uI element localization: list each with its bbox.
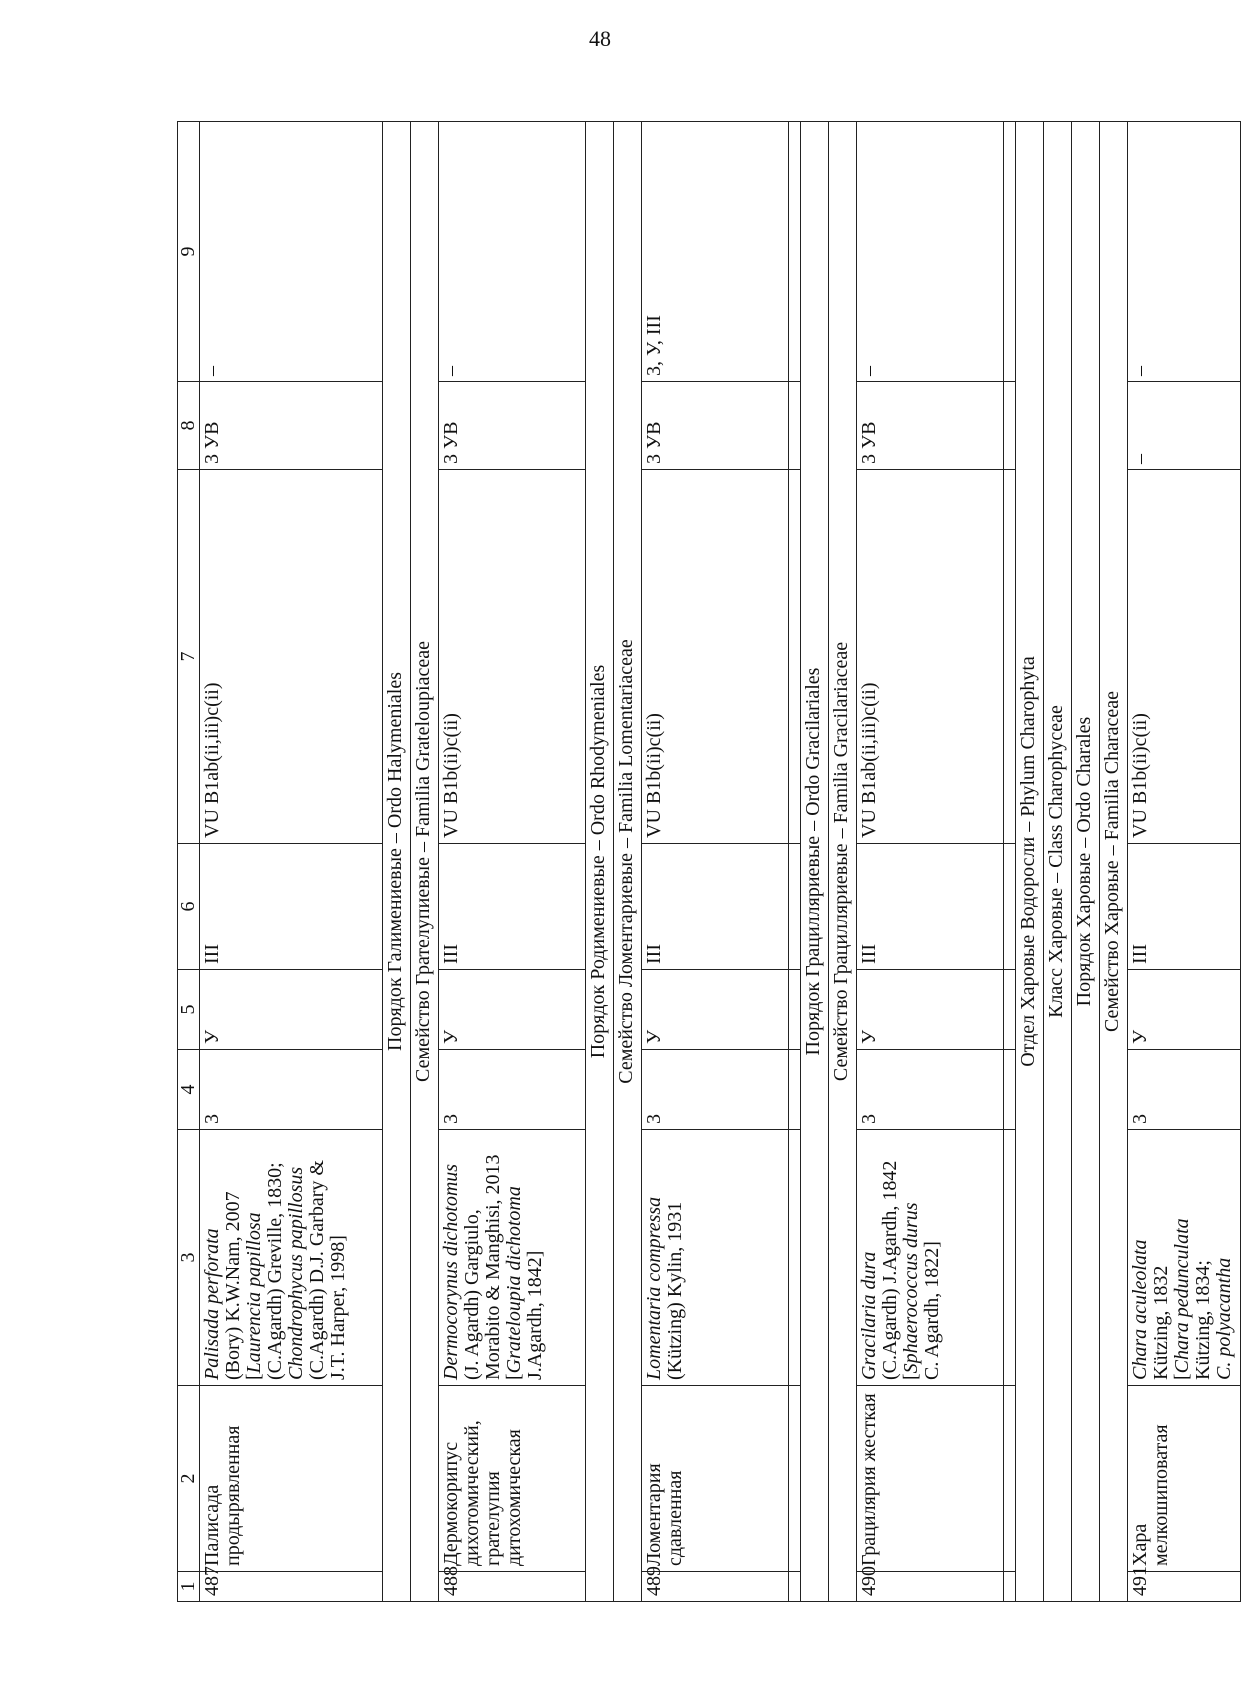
latin-binomial: Dermocorynus dichotomus bbox=[440, 1163, 462, 1380]
taxon-section-row bbox=[586, 122, 614, 1602]
column-number: 1 bbox=[178, 1572, 200, 1602]
section-title: Семейство Грацилляриевые – Familia Gracilariaceae bbox=[829, 122, 857, 1602]
status-cell: У bbox=[200, 970, 383, 1050]
latin-binomial: C. polyacantha bbox=[1213, 1257, 1235, 1380]
table-body bbox=[178, 122, 1241, 1602]
russian-name: Ломентария сдавленная bbox=[642, 1386, 789, 1572]
latin-binomial: Grateloupia dichotoma bbox=[503, 1186, 525, 1374]
species-row bbox=[642, 122, 789, 1602]
column-number: 2 bbox=[178, 1386, 200, 1572]
latin-name bbox=[200, 1130, 383, 1386]
previous-status-cell: – bbox=[439, 122, 586, 382]
spacer-cell bbox=[789, 1386, 801, 1572]
latin-binomial: Lomentaria compressa bbox=[643, 1196, 665, 1380]
row-number: 487 bbox=[200, 1572, 383, 1602]
priority-cell: III bbox=[642, 844, 789, 970]
priority-cell: III bbox=[439, 844, 586, 970]
priority-cell: III bbox=[857, 844, 1004, 970]
iucn-criteria-cell: VU B1ab(ii,iii)c(ii) bbox=[857, 470, 1004, 844]
iucn-criteria-cell: VU B1b(ii)c(ii) bbox=[439, 470, 586, 844]
spacer-cell bbox=[1004, 844, 1016, 970]
taxon-section-row bbox=[1016, 122, 1044, 1602]
taxon-section-row bbox=[411, 122, 439, 1602]
latin-binomial: Sphaerococcus durus bbox=[900, 1202, 922, 1374]
taxon-section-row bbox=[614, 122, 642, 1602]
authority-text: J.T. Harper, 1998] bbox=[327, 1235, 349, 1380]
latin-binomial: Gracilaria dura bbox=[858, 1251, 880, 1380]
latin-name bbox=[857, 1130, 1004, 1386]
regional-status-cell: 3 УВ bbox=[857, 382, 1004, 470]
spacer-cell bbox=[789, 844, 801, 970]
section-title: Порядок Харовые – Ordo Charales bbox=[1072, 122, 1100, 1602]
spacer-cell bbox=[789, 382, 801, 470]
iucn-criteria-cell: VU B1b(ii)c(ii) bbox=[642, 470, 789, 844]
latin-name bbox=[1128, 1130, 1241, 1386]
authority-text: (C.Agardh) Greville, 1830; bbox=[264, 1162, 286, 1380]
taxon-section-row bbox=[801, 122, 829, 1602]
rotated-page-content bbox=[177, 122, 1235, 1602]
spacer-cell bbox=[789, 1050, 801, 1130]
taxon-section-row bbox=[1100, 122, 1128, 1602]
spacer-row bbox=[1004, 122, 1016, 1602]
latin-binomial: Palisada perforata bbox=[201, 1228, 223, 1380]
column-number: 6 bbox=[178, 844, 200, 970]
spacer-cell bbox=[1004, 382, 1016, 470]
status-cell: У bbox=[439, 970, 586, 1050]
row-number: 488 bbox=[439, 1572, 586, 1602]
authority-text: [ bbox=[1171, 1373, 1193, 1380]
taxon-section-row bbox=[829, 122, 857, 1602]
species-row bbox=[857, 122, 1004, 1602]
species-row bbox=[200, 122, 383, 1602]
spacer-cell bbox=[789, 1130, 801, 1386]
category-cell: 3 bbox=[1128, 1050, 1241, 1130]
spacer-cell bbox=[789, 970, 801, 1050]
page-number: 48 bbox=[589, 26, 611, 51]
spacer-cell bbox=[789, 470, 801, 844]
section-title: Порядок Галимениевые – Ordo Halymeniales bbox=[383, 122, 411, 1602]
column-number: 8 bbox=[178, 382, 200, 470]
authority-text: (C.Agardh) D.J. Garbary & bbox=[306, 1160, 328, 1380]
latin-binomial: Chara aculeolata bbox=[1129, 1239, 1151, 1380]
regional-status-cell: 3 УВ bbox=[200, 382, 383, 470]
section-title: Порядок Родимениевые – Ordo Rhodymeniales bbox=[586, 122, 614, 1602]
authority-text: C. Agardh, 1822] bbox=[921, 1241, 943, 1380]
status-cell: У bbox=[1128, 970, 1241, 1050]
latin-binomial: Chondrophycus papillosus bbox=[285, 1166, 307, 1380]
category-cell: 3 bbox=[857, 1050, 1004, 1130]
russian-name: Дермокорипус дихотомический, грателупия дитохомическая bbox=[439, 1386, 586, 1572]
species-row bbox=[1128, 122, 1241, 1602]
spacer-cell bbox=[1004, 1572, 1016, 1602]
category-cell: 3 bbox=[200, 1050, 383, 1130]
section-title: Семейство Грателупиевые – Familia Grateloupiaceae bbox=[411, 122, 439, 1602]
regional-status-cell: 3 УВ bbox=[642, 382, 789, 470]
taxon-section-row bbox=[1044, 122, 1072, 1602]
row-number: 490 bbox=[857, 1572, 1004, 1602]
row-number: 489 bbox=[642, 1572, 789, 1602]
russian-name: Палисада продырявленная bbox=[200, 1386, 383, 1572]
russian-name: Грацилярия жесткая bbox=[857, 1386, 1004, 1572]
spacer-cell bbox=[1004, 1130, 1016, 1386]
section-title: Семейство Харовые – Familia Characeae bbox=[1100, 122, 1128, 1602]
authority-text: (J. Agardh) Gargiulo, bbox=[461, 1209, 483, 1380]
spacer-cell bbox=[1004, 470, 1016, 844]
section-title: Порядок Грацилляриевые – Ordo Gracilariales bbox=[801, 122, 829, 1602]
header-row bbox=[178, 122, 200, 1602]
priority-cell: III bbox=[200, 844, 383, 970]
authority-text: Kützing, 1834; bbox=[1192, 1260, 1214, 1380]
spacer-row bbox=[789, 122, 801, 1602]
section-title: Отдел Харовые Водоросли – Phylum Charophyta bbox=[1016, 122, 1044, 1602]
column-number: 3 bbox=[178, 1130, 200, 1386]
authority-text: J.Agardh, 1842] bbox=[524, 1250, 546, 1380]
russian-name: Хара мелкошиповатая bbox=[1128, 1386, 1241, 1572]
species-table bbox=[177, 121, 1241, 1602]
regional-status-cell: – bbox=[1128, 382, 1241, 470]
latin-name bbox=[642, 1130, 789, 1386]
column-number: 5 bbox=[178, 970, 200, 1050]
category-cell: 3 bbox=[439, 1050, 586, 1130]
status-cell: У bbox=[642, 970, 789, 1050]
spacer-cell bbox=[1004, 122, 1016, 382]
previous-status-cell: – bbox=[857, 122, 1004, 382]
spacer-cell bbox=[1004, 970, 1016, 1050]
species-row bbox=[439, 122, 586, 1602]
latin-binomial: Laurencia papillosa bbox=[243, 1212, 265, 1374]
column-number: 4 bbox=[178, 1050, 200, 1130]
authority-text: (C.Agardh) J.Agardh, 1842 bbox=[879, 1160, 901, 1380]
authority-text: [ bbox=[243, 1373, 265, 1380]
taxon-section-row bbox=[383, 122, 411, 1602]
authority-text: Morabito & Manghisi, 2013 bbox=[482, 1154, 504, 1380]
previous-status-cell: – bbox=[200, 122, 383, 382]
authority-text: (Bory) K.W.Nam, 2007 bbox=[222, 1191, 244, 1380]
taxon-section-row bbox=[1072, 122, 1100, 1602]
spacer-cell bbox=[789, 122, 801, 382]
column-number: 9 bbox=[178, 122, 200, 382]
status-cell: У bbox=[857, 970, 1004, 1050]
authority-text: [ bbox=[503, 1373, 525, 1380]
iucn-criteria-cell: VU B1ab(ii,iii)c(ii) bbox=[200, 470, 383, 844]
section-title: Семейство Ломентариевые – Familia Lomentariaceae bbox=[614, 122, 642, 1602]
previous-status-cell: – bbox=[1128, 122, 1241, 382]
authority-text: [ bbox=[900, 1373, 922, 1380]
row-number: 491 bbox=[1128, 1572, 1241, 1602]
regional-status-cell: 3 УВ bbox=[439, 382, 586, 470]
previous-status-cell: 3, У, III bbox=[642, 122, 789, 382]
category-cell: 3 bbox=[642, 1050, 789, 1130]
spacer-cell bbox=[1004, 1050, 1016, 1130]
authority-text: Kützing, 1832 bbox=[1150, 1265, 1172, 1380]
latin-binomial: Chara pedunculata bbox=[1171, 1218, 1193, 1374]
column-number: 7 bbox=[178, 470, 200, 844]
section-title: Класс Харовые – Class Charophyceae bbox=[1044, 122, 1072, 1602]
iucn-criteria-cell: VU B1b(ii)c(ii) bbox=[1128, 470, 1241, 844]
priority-cell: III bbox=[1128, 844, 1241, 970]
latin-name bbox=[439, 1130, 586, 1386]
spacer-cell bbox=[789, 1572, 801, 1602]
authority-text: (Kützing) Kylin, 1931 bbox=[664, 1201, 686, 1380]
spacer-cell bbox=[1004, 1386, 1016, 1572]
